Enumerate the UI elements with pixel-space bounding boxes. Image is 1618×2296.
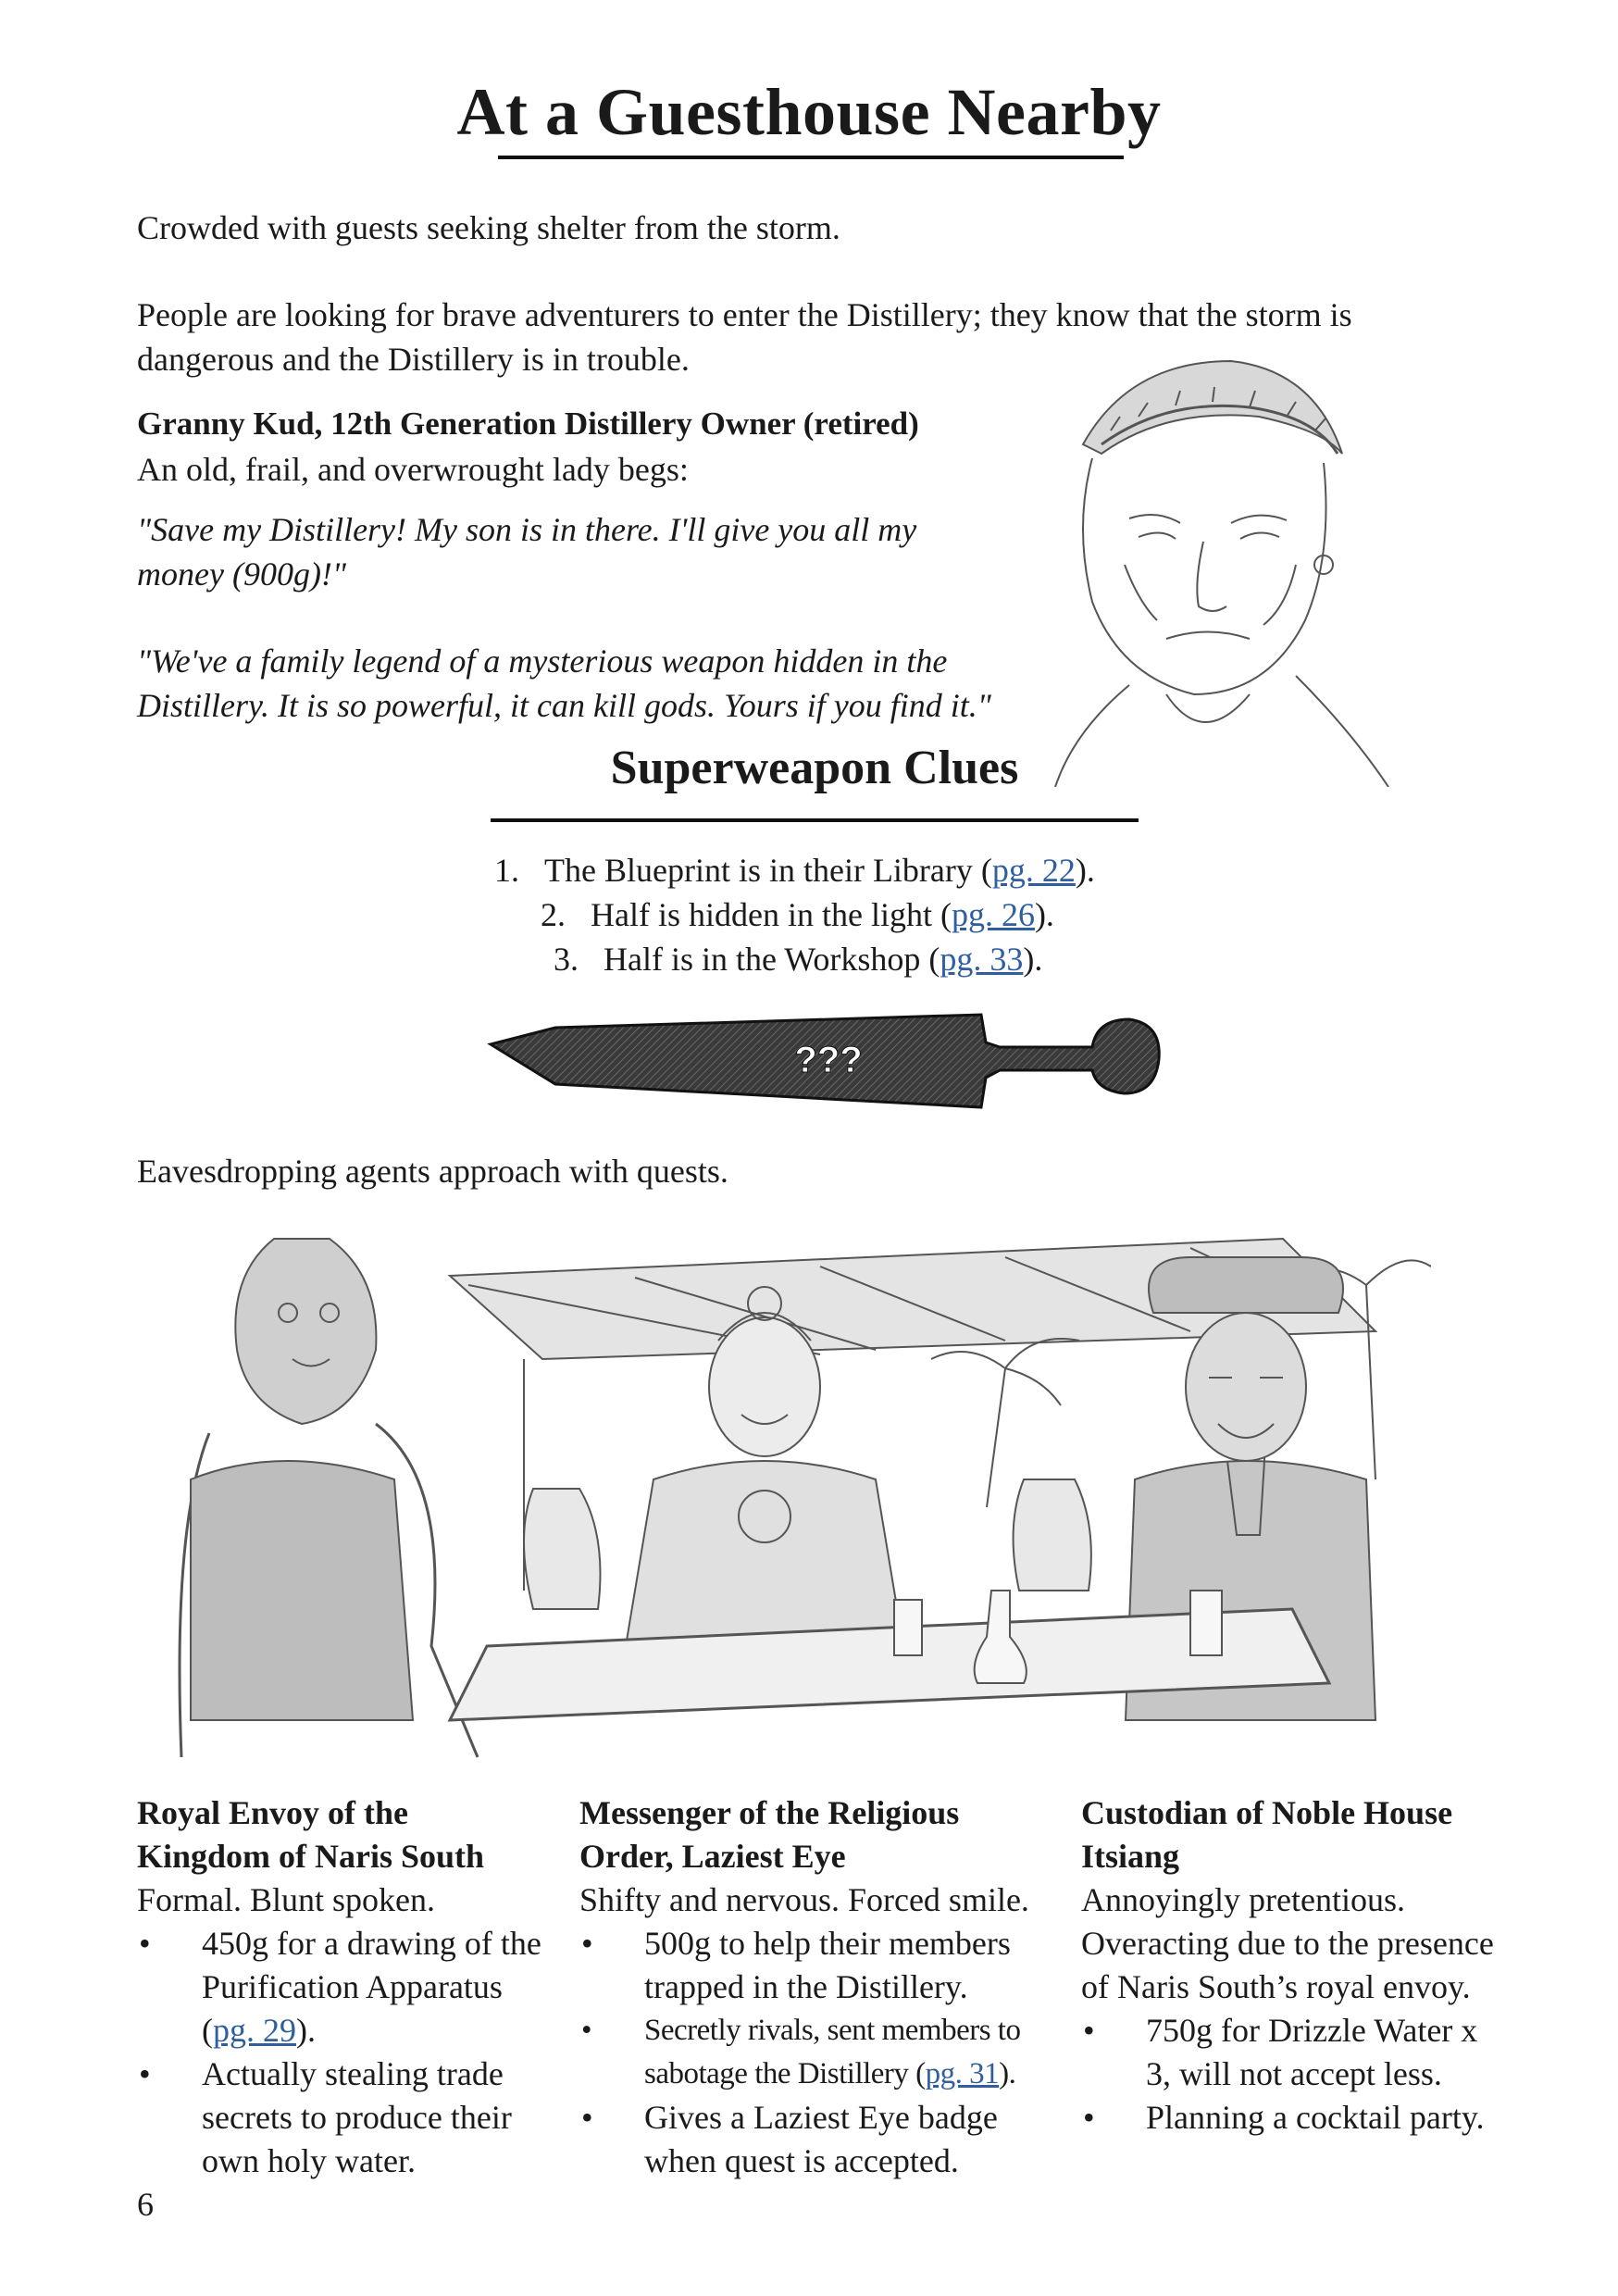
list-item: • Planning a cocktail party. xyxy=(1081,2096,1507,2140)
agent-description: Shifty and nervous. Forced smile. xyxy=(579,1881,1029,1918)
page-link[interactable]: pg. 33 xyxy=(940,941,1024,978)
list-item: • Gives a Laziest Eye badge when quest is accepted. xyxy=(579,2096,1061,2183)
page-title: At a Guesthouse Nearby xyxy=(456,75,1162,149)
clue-number: 2. xyxy=(541,896,566,933)
granny-quote-1: "Save my Distillery! My son is in there. I'll give you all my money (900g)!" xyxy=(137,511,917,593)
agent-heading: Custodian of Noble House Itsiang xyxy=(1081,1794,1453,1875)
agent-description: Annoyingly pretentious. Overacting due to the presence of Naris South’s royal envoy. xyxy=(1081,1881,1494,2005)
list-item: • 500g to help their members trapped in the Distillery. xyxy=(579,1922,1061,2009)
agent-noble-custodian xyxy=(1081,1791,1507,2140)
agent-royal-envoy xyxy=(137,1791,544,2183)
list-item: • Secretly rivals, sent members to sabotage the Distillery (pg. 31). xyxy=(579,2009,1061,2096)
clue-text: Half is in the Workshop ( xyxy=(604,941,940,978)
clue-number: 3. xyxy=(554,941,579,978)
clues-heading: Superweapon Clues xyxy=(610,742,1019,794)
clue-after: ). xyxy=(1023,941,1043,978)
agent-description: Formal. Blunt spoken. xyxy=(137,1881,435,1918)
clue-item-1 xyxy=(494,848,1095,892)
intro-paragraph-1: Crowded with guests seeking shelter from the storm. xyxy=(137,209,840,246)
list-item: • 750g for Drizzle Water x 3, will not accept less. xyxy=(1081,2009,1507,2096)
clue-number: 1. xyxy=(494,852,519,889)
agent-bullets xyxy=(137,1922,544,2183)
guesthouse-agents-illustration xyxy=(172,1202,1431,1766)
list-item: • Actually stealing trade secrets to produce their own holy water. xyxy=(137,2053,544,2183)
clue-after: ). xyxy=(1075,852,1095,889)
clue-item-3 xyxy=(554,937,1042,981)
agent-bullets xyxy=(1081,2009,1507,2140)
granny-description: An old, frail, and overwrought lady begs: xyxy=(137,451,689,488)
clues-underline xyxy=(491,818,1139,822)
agent-bullets xyxy=(579,1922,1061,2183)
superweapon-dagger-illustration xyxy=(481,996,1166,1117)
granny-heading: Granny Kud, 12th Generation Distillery Owner (retired) xyxy=(137,406,919,442)
granny-portrait-illustration xyxy=(1018,343,1407,787)
intro-paragraph-2: People are looking for brave adventurers to enter the Distillery; they know that the storm is dangerous and the Distillery is in trouble. xyxy=(137,296,1352,378)
page-link[interactable]: pg. 26 xyxy=(951,896,1035,933)
granny-quote-2: "We've a family legend of a mysterious weapon hidden in the Distillery. It is so powerful, it can kill gods. Yours if you find it." xyxy=(137,643,991,724)
clue-item-2 xyxy=(541,892,1054,937)
dagger-label: ??? xyxy=(794,1040,863,1080)
agent-heading: Messenger of the Religious Order, Laziest Eye xyxy=(579,1794,960,1875)
page-link[interactable]: pg. 22 xyxy=(991,852,1076,889)
page-link[interactable]: pg. 29 xyxy=(213,2012,296,2049)
clue-text: Half is hidden in the light ( xyxy=(591,896,952,933)
agent-laziest-eye-messenger xyxy=(579,1791,1061,2183)
eavesdrop-text: Eavesdropping agents approach with quests. xyxy=(137,1153,728,1190)
agent-heading: Royal Envoy of the Kingdom of Naris South xyxy=(137,1794,485,1875)
clue-after: ). xyxy=(1034,896,1054,933)
page-link[interactable]: pg. 31 xyxy=(925,2057,1000,2090)
title-underline xyxy=(498,156,1124,159)
list-item: • 450g for a drawing of the Purification Apparatus (pg. 29). xyxy=(137,1922,544,2053)
clue-text: The Blueprint is in their Library ( xyxy=(544,852,992,889)
page-number: 6 xyxy=(137,2186,154,2223)
